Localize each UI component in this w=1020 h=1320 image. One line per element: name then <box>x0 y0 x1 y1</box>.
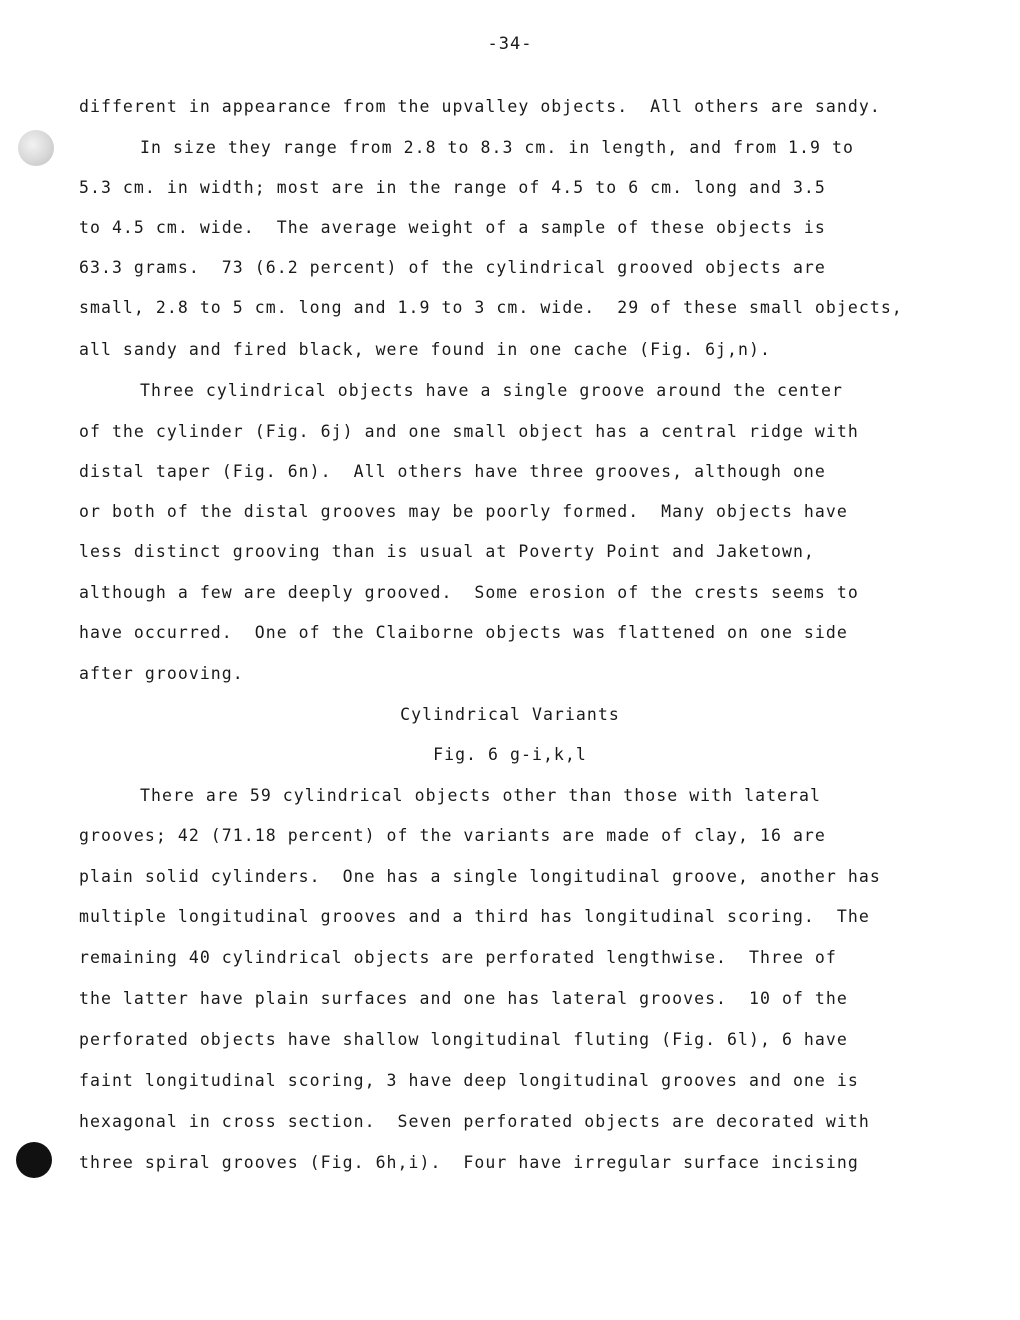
text-line: perforated objects have shallow longitudinal fluting (Fig. 6l), 6 have <box>79 1030 848 1049</box>
text-line: 63.3 grams. 73 (6.2 percent) of the cylindrical grooved objects are <box>79 258 826 277</box>
text-line: although a few are deeply grooved. Some erosion of the crests seems to <box>79 583 859 602</box>
text-line: small, 2.8 to 5 cm. long and 1.9 to 3 cm. wide. 29 of these small objects, <box>79 298 903 317</box>
text-line: different in appearance from the upvalley objects. All others are sandy. <box>79 97 881 116</box>
text-line: grooves; 42 (71.18 percent) of the variants are made of clay, 16 are <box>79 826 826 845</box>
text-line: three spiral grooves (Fig. 6h,i). Four have irregular surface incising <box>79 1153 859 1172</box>
text-line: hexagonal in cross section. Seven perforated objects are decorated with <box>79 1112 870 1131</box>
paragraph-first-line: In size they range from 2.8 to 8.3 cm. in length, and from 1.9 to <box>140 138 854 157</box>
text-line: all sandy and fired black, were found in one cache (Fig. 6j,n). <box>79 340 771 359</box>
text-line: faint longitudinal scoring, 3 have deep longitudinal grooves and one is <box>79 1071 859 1090</box>
hole-punch-mark <box>18 130 54 166</box>
figure-reference: Fig. 6 g-i,k,l <box>433 745 587 764</box>
text-line: to 4.5 cm. wide. The average weight of a sample of these objects is <box>79 218 826 237</box>
text-line: plain solid cylinders. One has a single longitudinal groove, another has <box>79 867 881 886</box>
page-number: -34- <box>487 34 533 54</box>
text-line: multiple longitudinal grooves and a third has longitudinal scoring. The <box>79 907 870 926</box>
paragraph-first-line: There are 59 cylindrical objects other than those with lateral <box>140 786 821 805</box>
text-line: of the cylinder (Fig. 6j) and one small object has a central ridge with <box>79 422 859 441</box>
text-line: distal taper (Fig. 6n). All others have three grooves, although one <box>79 462 826 481</box>
text-line: the latter have plain surfaces and one has lateral grooves. 10 of the <box>79 989 848 1008</box>
hole-punch-mark <box>16 1142 52 1178</box>
text-line: after grooving. <box>79 664 244 683</box>
section-heading: Cylindrical Variants <box>400 705 620 724</box>
text-line: have occurred. One of the Claiborne objects was flattened on one side <box>79 623 848 642</box>
text-line: less distinct grooving than is usual at Poverty Point and Jaketown, <box>79 542 815 561</box>
text-line: or both of the distal grooves may be poorly formed. Many objects have <box>79 502 848 521</box>
text-line: 5.3 cm. in width; most are in the range of 4.5 to 6 cm. long and 3.5 <box>79 178 826 197</box>
text-line: remaining 40 cylindrical objects are perforated lengthwise. Three of <box>79 948 837 967</box>
paragraph-first-line: Three cylindrical objects have a single groove around the center <box>140 381 843 400</box>
